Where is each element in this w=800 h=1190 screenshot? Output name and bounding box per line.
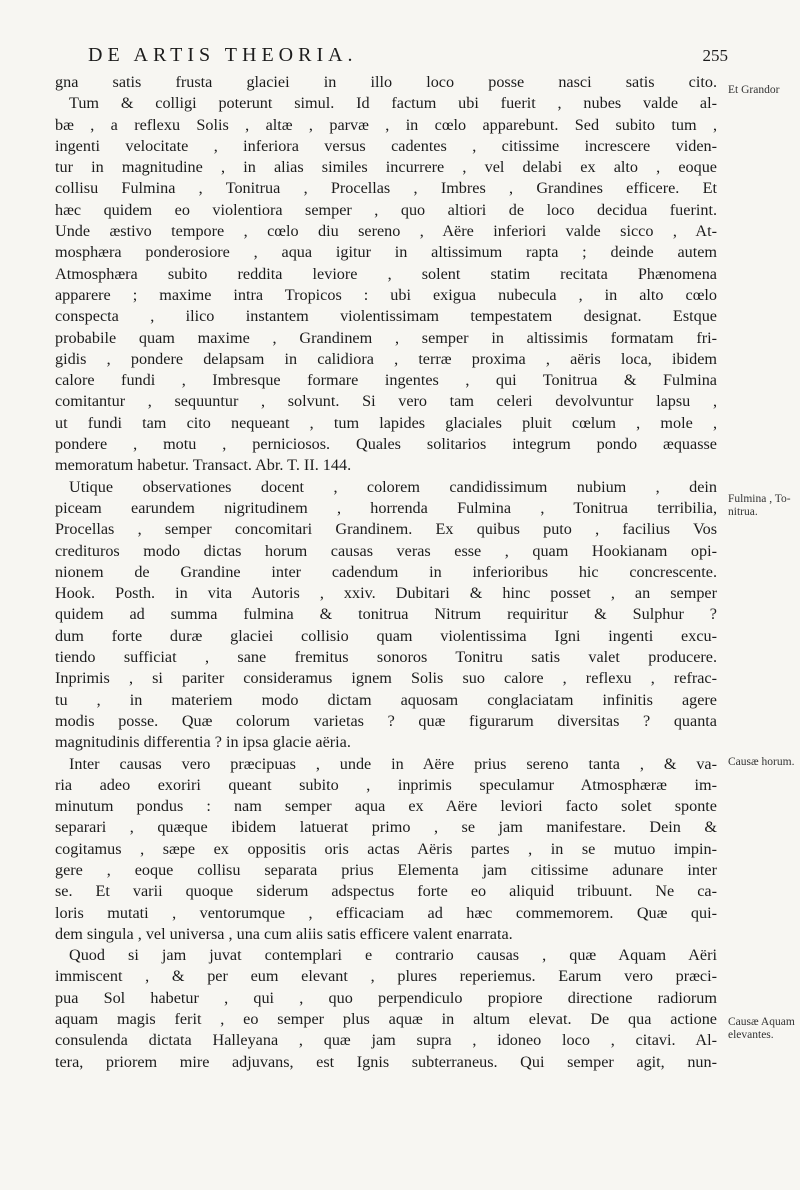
text-line: consulenda dictata Halleyana , quæ jam supra , idoneo loco , citavi. Al- <box>55 1031 717 1050</box>
text-line: probabile quam maxime , Grandinem , semper in altissimis formatam fri- <box>55 328 717 347</box>
text-line: dem singula , vel universa , una cum aliis satis efficere valent enarrata. <box>55 924 513 943</box>
text-line: hæc quidem eo violentiora semper , quo altiori de loco decidua fuerint. <box>55 200 717 219</box>
margin-note: Causæ Aquam elevantes. <box>728 1016 795 1041</box>
text-line: gidis , pondere delapsam in calidiora , terræ proxima , aëris loca, ibidem <box>55 349 717 368</box>
text-line: comitantur , sequuntur , solvunt. Si vero tam celeri devolvuntur lapsu , <box>55 392 717 411</box>
text-line: Hook. Posth. in vita Autoris , xxiv. Dubitari & hinc posset , an semper <box>55 584 717 603</box>
text-line: piceam earundem nigritudinem , horrenda Fulmina , Tonitrua terribilia, <box>55 498 717 517</box>
text-line: Inprimis , si pariter consideramus ignem Solis suo calore , reflexu , refrac- <box>55 669 717 688</box>
text-line: Inter causas vero præcipuas , unde in Aëre prius sereno tanta , & va- <box>69 754 717 773</box>
text-line: tur in magnitudine , in alias similes incurrere , vel delabi ex alto , eoque <box>55 158 717 177</box>
main-text <box>55 72 717 1073</box>
text-line: pondere , motu , perniciosos. Quales solitarios integrum pondo æquasse <box>55 435 717 454</box>
text-line: tera, priorem mire adjuvans, est Ignis subterraneus. Qui semper agit, nun- <box>55 1052 717 1071</box>
text-line: gere , eoque collisu separata prius Elementa jam citissime adunare inter <box>55 860 717 879</box>
page-number: 255 <box>702 46 728 65</box>
text-line: calore fundi , Imbresque formare ingentes , qui Tonitrua & Fulmina <box>55 371 717 390</box>
margin-note: Fulmina , To-nitrua. <box>728 493 791 518</box>
margin-note: Et Grandor <box>728 84 780 96</box>
text-line: tu , in materiem modo dictam aquosam conglaciatam infinitis agere <box>55 690 717 709</box>
text-line: Utique observationes docent , colorem candidissimum nubium , dein <box>69 477 717 496</box>
text-line: memoratum habetur. Transact. Abr. T. II. 144. <box>55 456 352 475</box>
text-line: apparere ; maxime intra Tropicos : ubi exigua nubecula , in alto cœlo <box>55 285 717 304</box>
text-line: minutum pondus : nam semper aqua ex Aëre leviori facto solet sponte <box>55 797 717 816</box>
text-line: loris mutati , ventorumque , efficaciam ad hæc commemorem. Quæ qui- <box>55 903 717 922</box>
text-line: ria adeo exoriri queant subito , inprimis speculamur Atmosphæræ im- <box>55 775 717 794</box>
text-line: aquam magis ferit , eo semper plus aquæ in altum elevat. De qua actione <box>55 1010 717 1029</box>
text-line: bæ , a reflexu Solis , altæ , parvæ , in cœlo apparebunt. Sed subito tum , <box>55 115 717 134</box>
text-line: pua Sol habetur , qui , quo perpendiculo propiore directione radiorum <box>55 988 717 1007</box>
text-line: se. Et varii quoque siderum adspectus forte eo aliquid tribuunt. Ne ca- <box>55 882 717 901</box>
text-line: Procellas , semper concomitari Grandinem. Ex quibus puto , facilius Vos <box>55 520 717 539</box>
text-line: cogitamus , sæpe ex oppositis oris actas Aëris partes , in se mutuo impin- <box>55 839 717 858</box>
text-line: immiscent , & per eum elevant , plures reperiemus. Earum vero præci- <box>55 967 717 986</box>
text-line: separari , quæque ibidem latuerat primo , se jam manifestare. Dein & <box>55 818 717 837</box>
running-title: DE ARTIS THEORIA. <box>88 44 358 66</box>
text-line: Atmosphæra subito reddita leviore , solent statim recitata Phænomena <box>55 264 717 283</box>
text-line: quidem ad summa fulmina & tonitrua Nitrum requiritur & Sulphur ? <box>55 605 717 624</box>
running-header <box>58 44 728 70</box>
text-line: ut fundi tam cito nequeant , tum lapides glaciales pluit cœlum , mole , <box>55 413 717 432</box>
text-line: collisu Fulmina , Tonitrua , Procellas , Imbres , Grandines efficere. Et <box>55 179 717 198</box>
text-line: credituros modo dictas horum causas veras esse , quam Hookianam opi- <box>55 541 717 560</box>
margin-note: Causæ horum. <box>728 756 795 768</box>
text-line: magnitudinis differentia ? in ipsa glacie aëria. <box>55 733 351 752</box>
text-line: tiendo sufficiat , sane fremitus sonoros Tonitru satis valet producere. <box>55 648 717 667</box>
text-line: mosphæra ponderosiore , aqua igitur in altissimum rapta ; deinde autem <box>55 243 717 262</box>
text-line: modis posse. Quæ colorum varietas ? quæ figurarum diversitas ? quanta <box>55 711 717 730</box>
text-line: nionem de Grandine inter cadendum in inferioribus hic concrescente. <box>55 562 717 581</box>
text-line: ingenti velocitate , inferiora versus cadentes , citissime increscere viden- <box>55 136 717 155</box>
text-line: dum forte duræ glaciei collisio quam violentissima Igni ingenti excu- <box>55 626 717 645</box>
text-line: conspecta , ilico instantem violentissimam tempestatem designat. Estque <box>55 307 717 326</box>
text-line: Unde æstivo tempore , cœlo diu sereno , Aëre inferiori valde sicco , At- <box>55 222 717 241</box>
text-line: Quod si jam juvat contemplari e contrario causas , quæ Aquam Aëri <box>69 946 717 965</box>
text-line: Tum & colligi poterunt simul. Id factum ubi fuerit , nubes valde al- <box>69 94 717 113</box>
text-line: gna satis frusta glaciei in illo loco posse nasci satis cito. <box>55 73 717 91</box>
